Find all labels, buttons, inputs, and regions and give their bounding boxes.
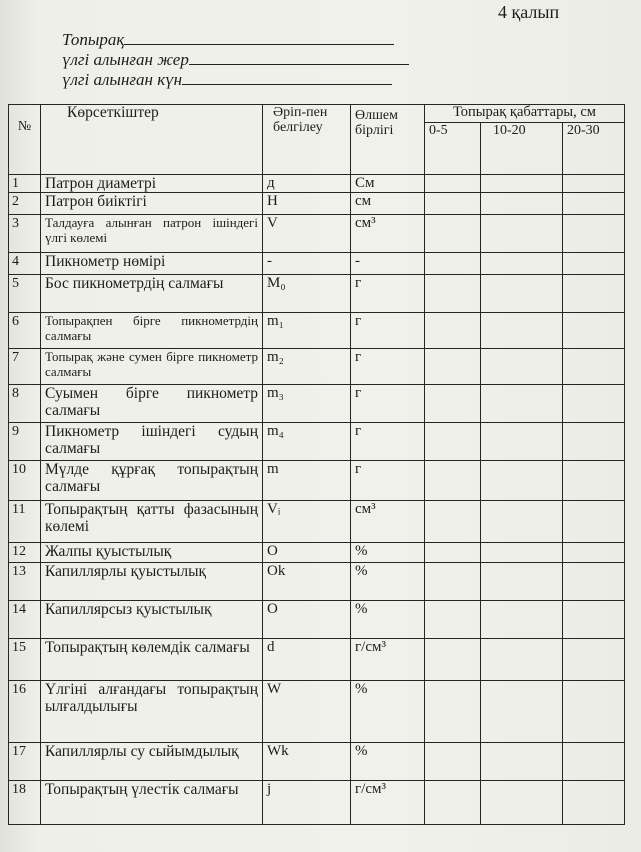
row-number: 7 [9,349,41,385]
row-number: 6 [9,313,41,349]
unit: см³ [351,501,425,543]
layer-1-value-cell[interactable] [425,385,481,423]
unit: см³ [351,215,425,253]
layer-1-value-cell[interactable] [425,313,481,349]
col-header-number: № [9,105,41,175]
layer-3-value-cell[interactable] [563,781,625,825]
layer-2-value-cell[interactable] [481,193,563,215]
col-header-layer-2: 10-20 [481,123,563,175]
layer-2-value-cell[interactable] [481,681,563,743]
layer-1-value-cell[interactable] [425,193,481,215]
col-header-layer-1: 0-5 [425,123,481,175]
row-number: 3 [9,215,41,253]
table-row [9,681,625,743]
form-number: 4 қалып [498,2,560,22]
symbol: д [263,175,351,193]
row-number: 9 [9,423,41,461]
layer-2-value-cell[interactable] [481,639,563,681]
sample-place-blank-line [189,50,409,65]
col-header-unit: Өлшем бірлігі [351,105,425,175]
symbol: Ok [263,563,351,601]
table-row [9,543,625,563]
layer-2-value-cell[interactable] [481,461,563,501]
layer-3-value-cell[interactable] [563,743,625,781]
layer-3-value-cell[interactable] [563,461,625,501]
layer-2-value-cell[interactable] [481,313,563,349]
indicator-name: Пикнометр ішіндегі судың салмағы [41,423,263,461]
row-number: 11 [9,501,41,543]
layer-3-value-cell[interactable] [563,681,625,743]
unit: % [351,743,425,781]
soil-blank-line [124,30,394,45]
unit: г [351,385,425,423]
row-number: 4 [9,253,41,275]
indicator-name: Талдауға алынған патрон ішіндегі үлгі көлемі [41,215,263,253]
table-row [9,781,625,825]
indicator-name: Пикнометр нөмірі [41,253,263,275]
layer-2-value-cell[interactable] [481,501,563,543]
indicator-name: Капиллярлы су сыйымдылық [41,743,263,781]
row-number: 2 [9,193,41,215]
layer-2-value-cell[interactable] [481,175,563,193]
indicator-name: Жалпы қуыстылық [41,543,263,563]
layer-3-value-cell[interactable] [563,193,625,215]
sample-date-field [62,70,392,90]
unit: г [351,275,425,313]
symbol: Vᵢ [263,501,351,543]
symbol: W [263,681,351,743]
symbol: m₄ [263,423,351,461]
table-row [9,193,625,215]
unit: г [351,461,425,501]
col-header-layers: Топырақ қабаттары, см [425,105,625,123]
layer-3-value-cell[interactable] [563,253,625,275]
unit: - [351,253,425,275]
layer-1-value-cell[interactable] [425,543,481,563]
col-header-indicator: Көрсеткіштер [41,105,263,175]
layer-1-value-cell[interactable] [425,501,481,543]
layer-1-value-cell[interactable] [425,781,481,825]
symbol: O [263,543,351,563]
soil-label: Топырақ [62,30,125,49]
indicator-name: Суымен бірге пикнометр салмағы [41,385,263,423]
table-row [9,275,625,313]
layer-1-value-cell[interactable] [425,253,481,275]
table-row [9,743,625,781]
table-row [9,639,625,681]
row-number: 1 [9,175,41,193]
layer-2-value-cell[interactable] [481,563,563,601]
symbol: d [263,639,351,681]
layer-3-value-cell[interactable] [563,275,625,313]
layer-3-value-cell[interactable] [563,501,625,543]
row-number: 13 [9,563,41,601]
table-row [9,253,625,275]
unit: г [351,349,425,385]
row-number: 8 [9,385,41,423]
sample-place-label: үлгі алынған жер [62,50,189,69]
indicator-name: Топырақтың үлестік салмағы [41,781,263,825]
layer-1-value-cell[interactable] [425,275,481,313]
table-row [9,563,625,601]
symbol: O [263,601,351,639]
layer-3-value-cell[interactable] [563,349,625,385]
layer-1-value-cell[interactable] [425,461,481,501]
symbol: - [263,253,351,275]
layer-1-value-cell[interactable] [425,215,481,253]
symbol: j [263,781,351,825]
symbol: m [263,461,351,501]
layer-1-value-cell[interactable] [425,563,481,601]
row-number: 12 [9,543,41,563]
symbol: V [263,215,351,253]
indicator-name: Топырақ және сумен бірге пикнометр салмағы [41,349,263,385]
layer-1-value-cell[interactable] [425,639,481,681]
row-number: 15 [9,639,41,681]
indicator-name: Топырақтың көлемдік салмағы [41,639,263,681]
sample-date-label: үлгі алынған күн [62,70,183,89]
unit: см [351,193,425,215]
row-number: 10 [9,461,41,501]
layer-2-value-cell[interactable] [481,743,563,781]
layer-2-value-cell[interactable] [481,423,563,461]
table-row [9,349,625,385]
indicator-name: Топырақпен бірге пикнометрдің салмағы [41,313,263,349]
layer-3-value-cell[interactable] [563,543,625,563]
soil-data-table [8,104,625,825]
symbol: Н [263,193,351,215]
symbol: M₀ [263,275,351,313]
table-row [9,423,625,461]
col-header-layer-3: 20-30 [563,123,625,175]
indicator-name: Мүлде құрғақ топырақтың салмағы [41,461,263,501]
layer-3-value-cell[interactable] [563,423,625,461]
indicator-name: Патрон диаметрі [41,175,263,193]
layer-1-value-cell[interactable] [425,681,481,743]
layer-2-value-cell[interactable] [481,385,563,423]
layer-3-value-cell[interactable] [563,313,625,349]
row-number: 16 [9,681,41,743]
layer-2-value-cell[interactable] [481,543,563,563]
unit: % [351,681,425,743]
layer-2-value-cell[interactable] [481,275,563,313]
unit: г [351,313,425,349]
sample-date-blank-line [182,70,392,85]
table-row [9,313,625,349]
layer-3-value-cell[interactable] [563,385,625,423]
layer-3-value-cell[interactable] [563,639,625,681]
layer-1-value-cell[interactable] [425,423,481,461]
unit: % [351,543,425,563]
sample-place-field [62,50,409,70]
unit: См [351,175,425,193]
layer-2-value-cell[interactable] [481,601,563,639]
layer-1-value-cell[interactable] [425,349,481,385]
col-header-symbol: Әріп-пен белгілеу [263,105,351,175]
layer-2-value-cell[interactable] [481,253,563,275]
unit: г/см³ [351,639,425,681]
table-row [9,501,625,543]
row-number: 17 [9,743,41,781]
layer-1-value-cell[interactable] [425,175,481,193]
row-number: 18 [9,781,41,825]
symbol: Wk [263,743,351,781]
table-row [9,601,625,639]
indicator-name: Капиллярсыз қуыстылық [41,601,263,639]
indicator-name: Патрон биіктігі [41,193,263,215]
layer-1-value-cell[interactable] [425,601,481,639]
layer-3-value-cell[interactable] [563,601,625,639]
table-row [9,461,625,501]
unit: % [351,601,425,639]
table-row [9,175,625,193]
indicator-name: Бос пикнометрдің салмағы [41,275,263,313]
indicator-name: Үлгіні алғандағы топырақтың ылғалдылығы [41,681,263,743]
symbol: m₁ [263,313,351,349]
unit: г [351,423,425,461]
row-number: 5 [9,275,41,313]
layer-3-value-cell[interactable] [563,563,625,601]
table-row [9,385,625,423]
layer-3-value-cell[interactable] [563,215,625,253]
table-row [9,215,625,253]
symbol: m₃ [263,385,351,423]
unit: % [351,563,425,601]
table-body [9,175,625,825]
soil-field [62,30,394,50]
unit: г/см³ [351,781,425,825]
symbol: m₂ [263,349,351,385]
indicator-name: Капиллярлы қуыстылық [41,563,263,601]
layer-3-value-cell[interactable] [563,175,625,193]
layer-2-value-cell[interactable] [481,349,563,385]
row-number: 14 [9,601,41,639]
layer-2-value-cell[interactable] [481,781,563,825]
layer-2-value-cell[interactable] [481,215,563,253]
layer-1-value-cell[interactable] [425,743,481,781]
indicator-name: Топырақтың қатты фазасының көлемі [41,501,263,543]
